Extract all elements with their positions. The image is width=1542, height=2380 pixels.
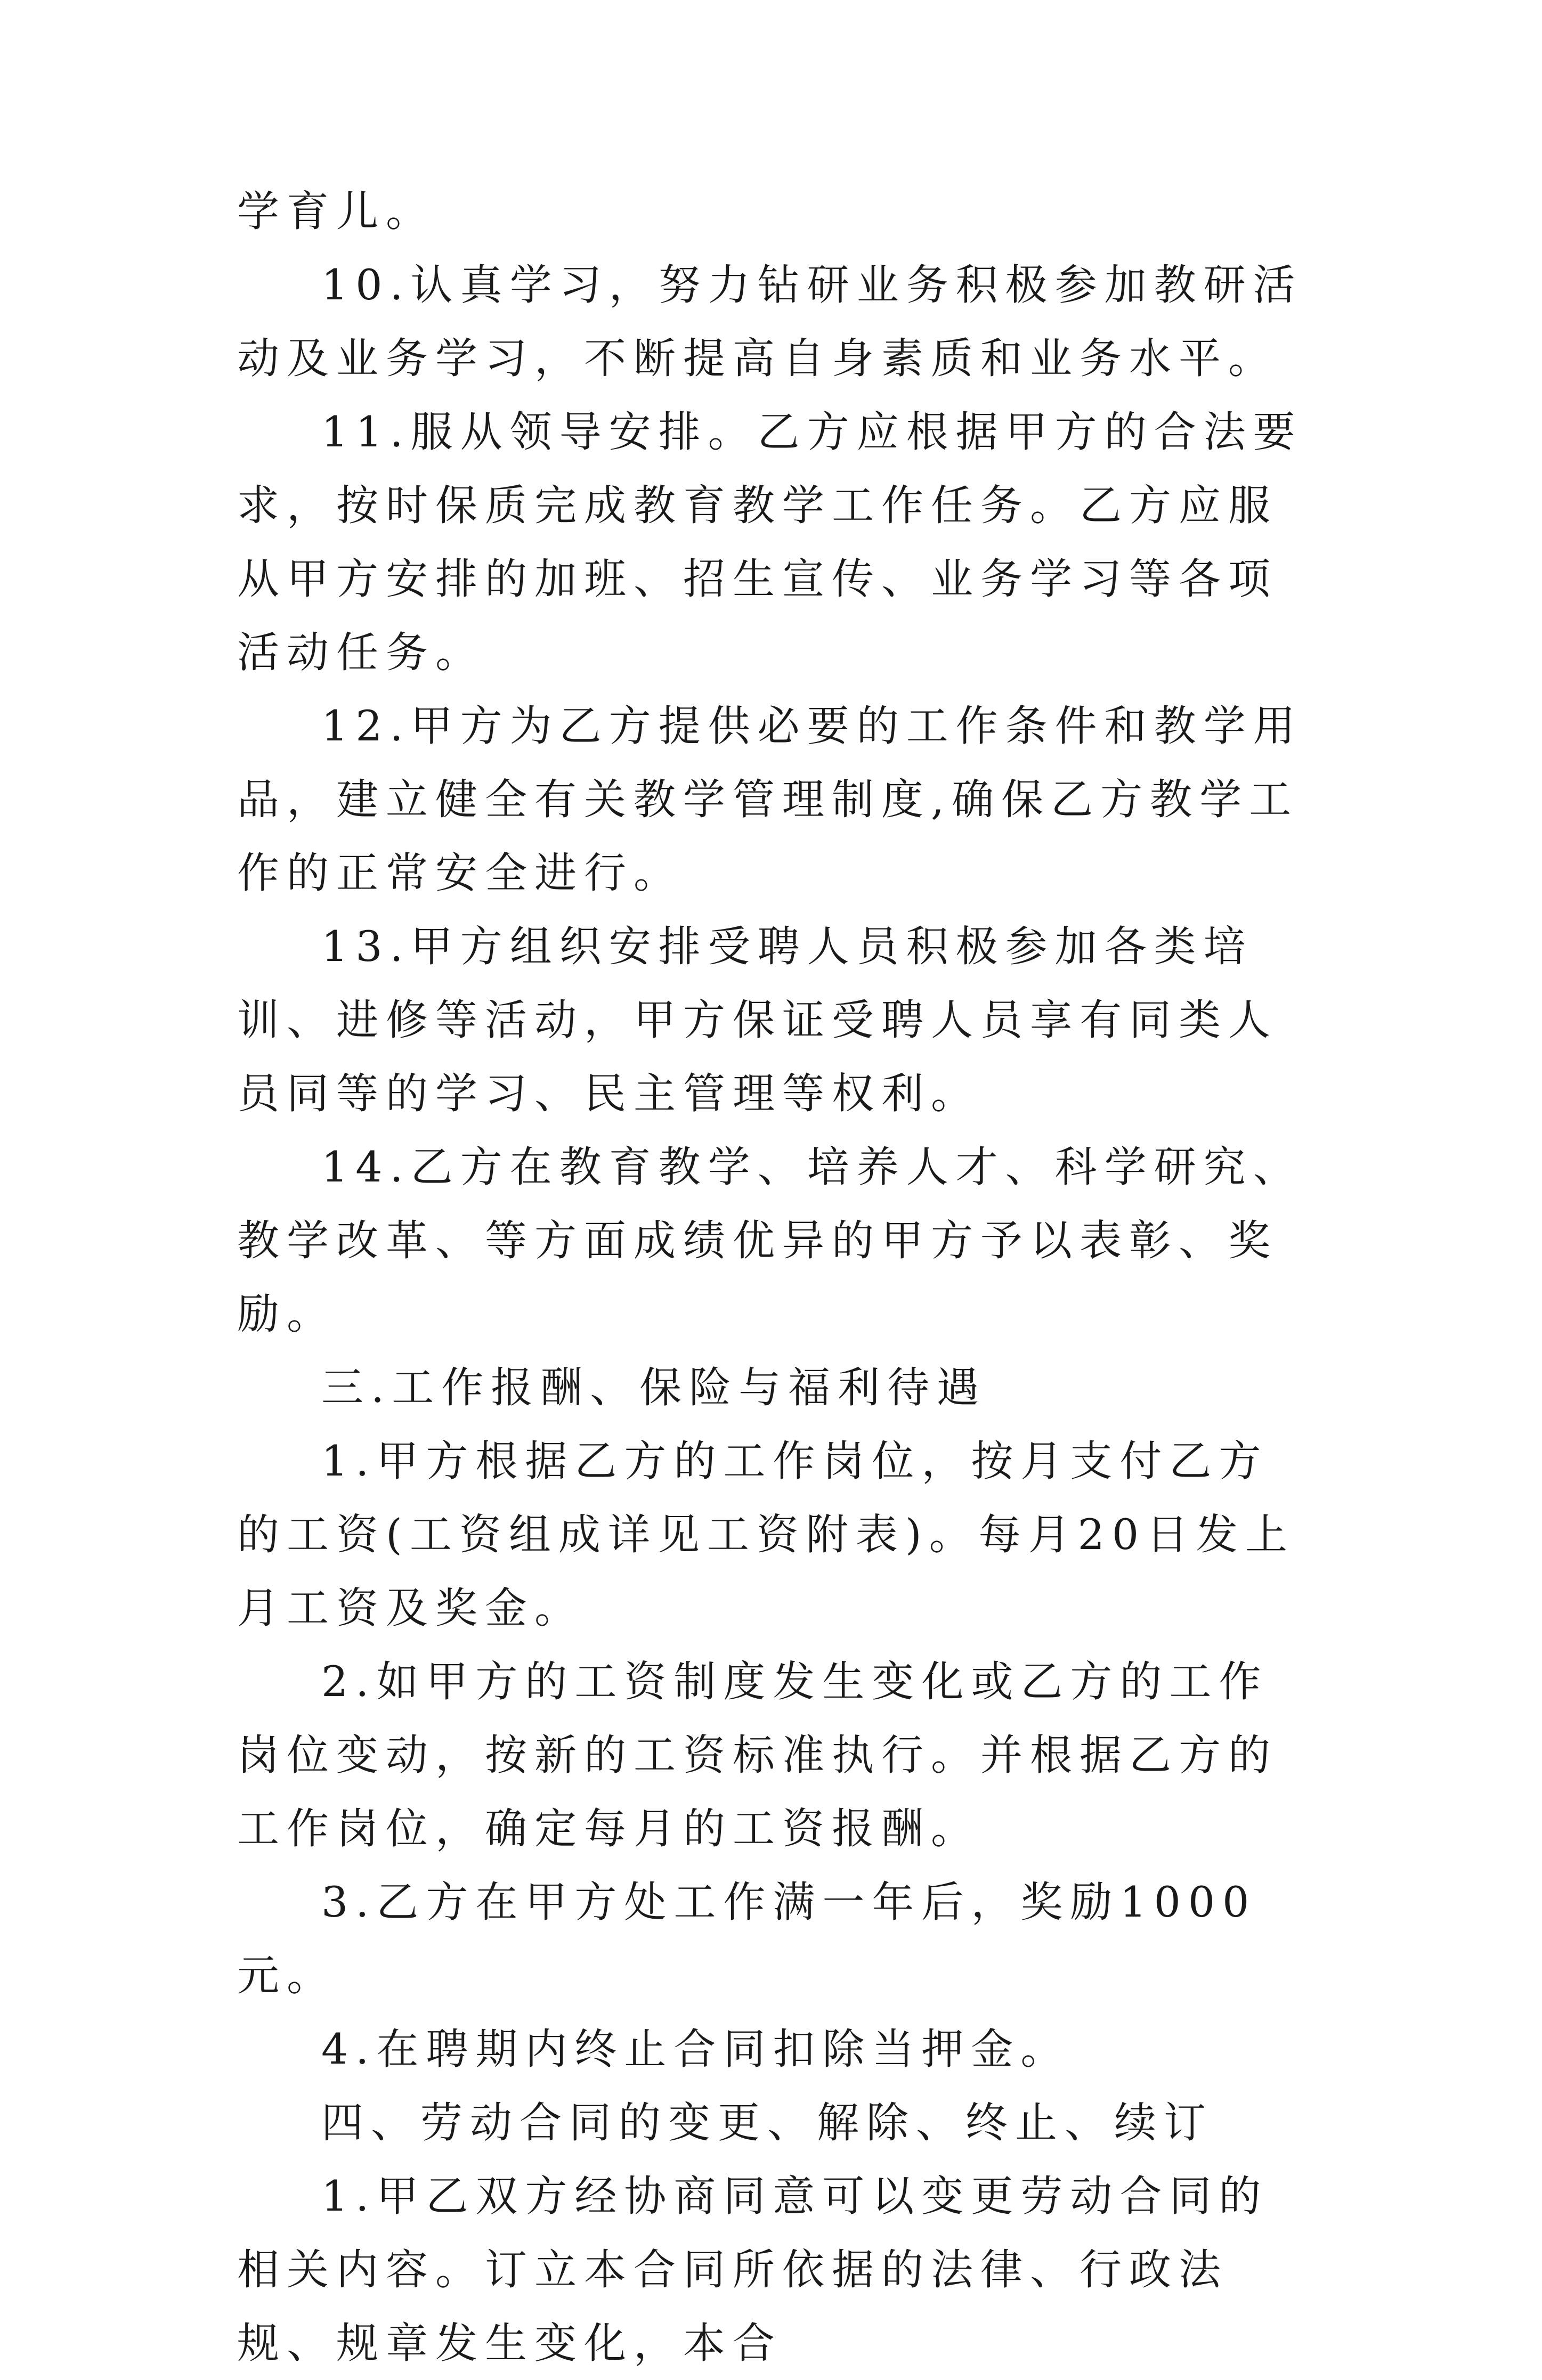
paragraph-item-11: 11.服从领导安排。乙方应根据甲方的合法要求，按时保质完成教育教学工作任务。乙方应服从甲方安排的加班、招生宣传、业务学习等各项活动任务。 [237, 407, 1303, 677]
paragraph-section3-item-1: 1.甲方根据乙方的工作岗位，按月支付乙方的工资(工资组成详见工资附表)。每月20日发上月工资及奖金。 [237, 1437, 1295, 1633]
paragraph-section3-item-3: 3.乙方在甲方处工作满一年后，奖励1000元。 [237, 1878, 1257, 2000]
paragraph-item-10: 10.认真学习，努力钻研业务积极参加教研活动及业务学习，不断提高自身素质和业务水平。 [237, 260, 1303, 383]
paragraph-section3-item-2: 2.如甲方的工资制度发生变化或乙方的工作岗位变动，按新的工资标准执行。并根据乙方的工作岗位，确定每月的工资报酬。 [237, 1657, 1278, 1853]
paragraph-item-12: 12.甲方为乙方提供必要的工作条件和教学用品，建立健全有关教学管理制度,确保乙方教学工作的正常安全进行。 [237, 702, 1303, 898]
document-body [237, 175, 1308, 2380]
paragraph-section3-item-4: 4.在聘期内终止合同扣除当押金。 [321, 2025, 1070, 2074]
paragraph-item-13: 13.甲方组织安排受聘人员积极参加各类培训、进修等活动，甲方保证受聘人员享有同类人员同等的学习、民主管理等权利。 [237, 922, 1278, 1118]
paragraph-continuation: 学育儿。 [237, 187, 435, 236]
section-heading-4: 四、劳动合同的变更、解除、终止、续订 [321, 2098, 1213, 2147]
paragraph-section4-item-1: 1.甲乙双方经协商同意可以变更劳动合同的相关内容。订立本合同所依据的法律、行政法规、规章发生变化，本合 [237, 2172, 1269, 2368]
paragraph-item-14: 14.乙方在教育教学、培养人才、科学研究、教学改革、等方面成绩优异的甲方予以表彰、奖励。 [237, 1143, 1303, 1339]
section-heading-3: 三.工作报酬、保险与福利待遇 [321, 1363, 987, 1412]
